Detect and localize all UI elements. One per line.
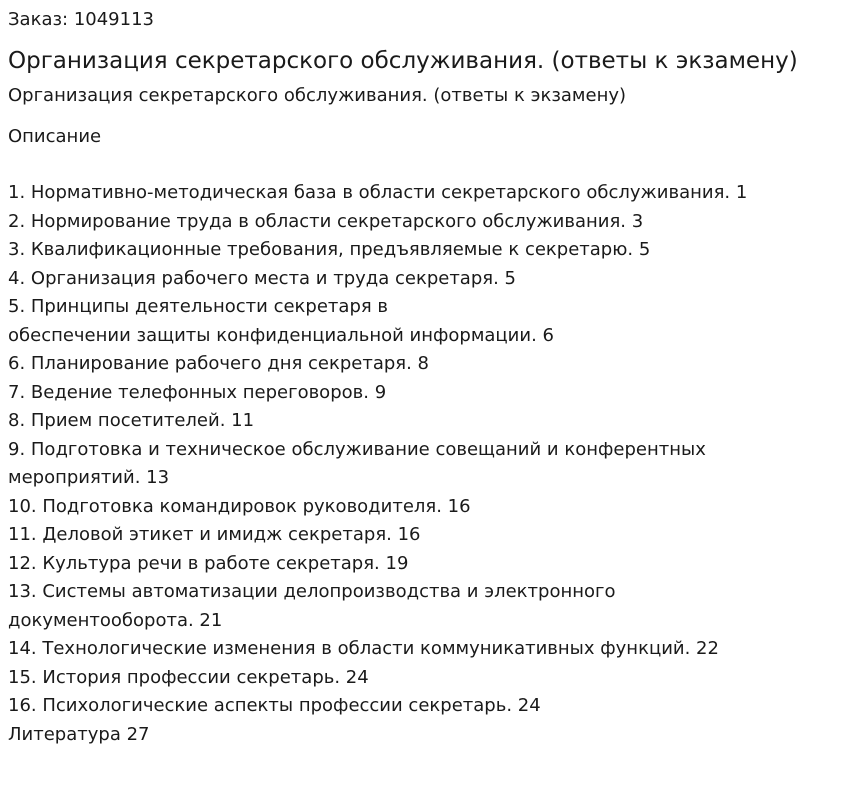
- toc-item: 10. Подготовка командировок руководителя. 16: [8, 495, 471, 517]
- toc-item: 2. Нормирование труда в области секретарского обслуживания. 3: [8, 210, 644, 232]
- toc-item: 12. Культура речи в работе секретаря. 19: [8, 552, 409, 574]
- description-heading: Описание: [8, 126, 102, 147]
- toc-item: 5. Принципы деятельности секретаря в обеспечении защиты конфиденциальной информации. 6: [8, 296, 554, 346]
- toc-item: 15. История профессии секретарь. 24: [8, 666, 369, 688]
- page-subtitle: Организация секретарского обслуживания. (ответы к экзамену): [8, 85, 627, 106]
- page-title: Организация секретарского обслуживания. (ответы к экзамену): [8, 48, 798, 74]
- toc-item: 9. Подготовка и техническое обслуживание совещаний и конферентных мероприятий. 13: [8, 438, 706, 488]
- toc-item: 16. Психологические аспекты профессии секретарь. 24: [8, 695, 541, 716]
- toc-item: 4. Организация рабочего места и труда секретаря. 5: [8, 267, 516, 289]
- toc-item: 1. Нормативно-методическая база в области секретарского обслуживания. 1: [8, 182, 748, 203]
- order-number: Заказ: 1049113: [8, 9, 154, 30]
- toc-item: 6. Планирование рабочего дня секретаря. 8: [8, 353, 430, 374]
- table-of-contents: [8, 179, 839, 749]
- toc-item: 11. Деловой этикет и имидж секретаря. 16: [8, 524, 421, 545]
- toc-item: 8. Прием посетителей. 11: [8, 410, 255, 431]
- toc-literature: Литература 27: [8, 723, 150, 745]
- toc-item: 7. Ведение телефонных переговоров. 9: [8, 381, 387, 403]
- toc-item: 3. Квалификационные требования, предъявляемые к секретарю. 5: [8, 239, 651, 260]
- toc-item: 14. Технологические изменения в области коммуникативных функций. 22: [8, 638, 719, 659]
- toc-item: 13. Системы автоматизации делопроизводства и электронного документооборота. 21: [8, 581, 616, 631]
